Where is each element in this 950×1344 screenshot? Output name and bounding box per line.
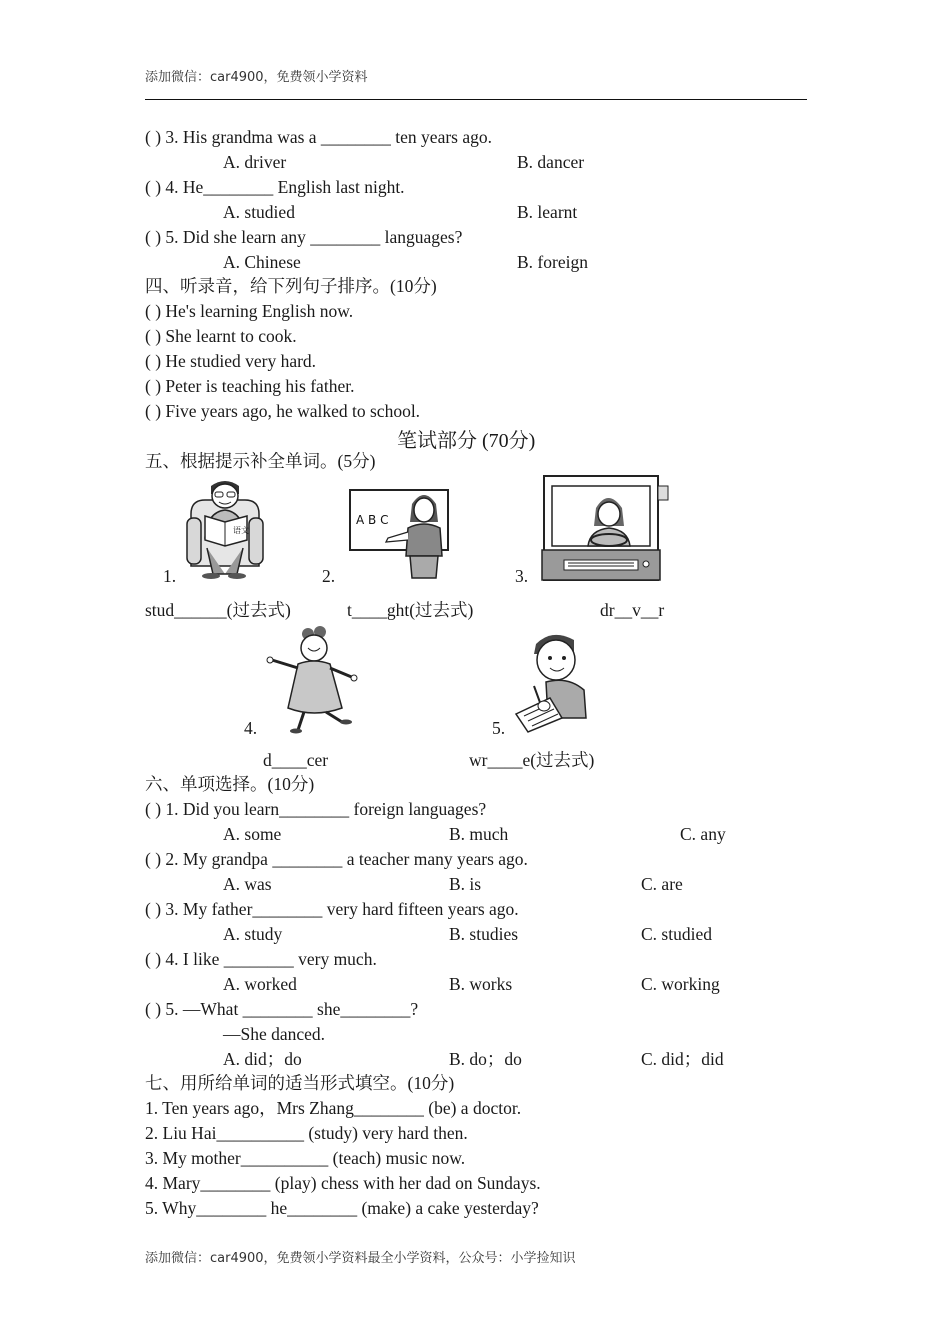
p4-item-1: ( ) He's learning English now.	[145, 301, 354, 321]
p7-item-1: 1. Ten years ago，Mrs Zhang________ (be) a doctor.	[145, 1098, 522, 1118]
p6-q4: ( ) 4. I like ________ very much.	[145, 949, 377, 969]
p6-q3-option-a: A. study	[223, 924, 283, 944]
p6-q4-option-c: C. working	[641, 974, 720, 994]
word-hint-1: stud______(过去式)	[145, 600, 291, 620]
p7-heading: 七、用所给单词的适当形式填空。(10分)	[145, 1073, 455, 1093]
p3-q4-option-b: B. learnt	[517, 202, 578, 222]
p6-q3: ( ) 3. My father________ very hard fifteen years ago.	[145, 899, 519, 919]
word-hint-3: dr__v__r	[600, 600, 665, 620]
p3-q4-option-a: A. studied	[223, 202, 295, 222]
p6-q5-option-b: B. do；do	[449, 1049, 522, 1069]
p6-q2: ( ) 2. My grandpa ________ a teacher many years ago.	[145, 849, 528, 869]
word-hint-2: t____ght(过去式)	[347, 600, 474, 620]
chinese-book-label: 语文	[233, 526, 249, 535]
p4-item-2: ( ) She learnt to cook.	[145, 326, 297, 346]
p7-item-2: 2. Liu Hai__________ (study) very hard then.	[145, 1123, 468, 1143]
p6-q3-option-c: C. studied	[641, 924, 712, 944]
p3-q5-option-a: A. Chinese	[223, 252, 301, 272]
studying-man-illustration	[185, 478, 265, 580]
p6-q5-option-c: C. did；did	[641, 1049, 724, 1069]
p5-heading: 五、根据提示补全单词。(5分)	[145, 451, 376, 471]
p6-q1-option-b: B. much	[449, 824, 509, 844]
p6-q1: ( ) 1. Did you learn________ foreign languages?	[145, 799, 487, 819]
p7-item-4: 4. Mary________ (play) chess with her dad on Sundays.	[145, 1173, 541, 1193]
p6-heading: 六、单项选择。(10分)	[145, 774, 315, 794]
p3-q4: ( ) 4. He________ English last night.	[145, 177, 405, 197]
picture-number-2: 2.	[322, 566, 336, 586]
picture-number-5: 5.	[492, 718, 506, 738]
p6-q1-option-a: A. some	[223, 824, 282, 844]
writing-boy-illustration	[512, 628, 592, 732]
p6-q5-reply: —She danced.	[223, 1024, 326, 1044]
p3-q3-option-b: B. dancer	[517, 152, 585, 172]
p3-q3-option-a: A. driver	[223, 152, 287, 172]
p7-item-3: 3. My mother__________ (teach) music now.	[145, 1148, 466, 1168]
header-rule	[145, 99, 807, 100]
p6-q3-option-b: B. studies	[449, 924, 519, 944]
blackboard-text: A B C	[356, 513, 389, 527]
word-hint-5: wr____e(过去式)	[469, 750, 595, 770]
p6-q5-option-a: A. did；do	[223, 1049, 302, 1069]
p3-q5: ( ) 5. Did she learn any ________ languages?	[145, 227, 463, 247]
p3-q5-option-b: B. foreign	[517, 252, 588, 272]
picture-number-1: 1.	[163, 566, 177, 586]
written-section-title: 笔试部分 (70分)	[397, 430, 536, 452]
p7-item-5: 5. Why________ he________ (make) a cake yesterday?	[145, 1198, 539, 1218]
p4-item-5: ( ) Five years ago, he walked to school.	[145, 401, 421, 421]
p6-q2-option-b: B. is	[449, 874, 482, 894]
p6-q4-option-b: B. works	[449, 974, 513, 994]
p4-heading: 四、听录音，给下列句子排序。(10分)	[145, 276, 437, 296]
p6-q2-option-c: C. are	[641, 874, 683, 894]
footer-note: 添加微信：car4900，免费领小学资料最全小学资料，公众号：小学捡知识	[145, 1251, 576, 1266]
teacher-blackboard-illustration	[350, 486, 450, 580]
p6-q4-option-a: A. worked	[223, 974, 297, 994]
header-note: 添加微信：car4900，免费领小学资料	[145, 70, 368, 85]
p4-item-3: ( ) He studied very hard.	[145, 351, 317, 371]
p6-q5: ( ) 5. —What ________ she________?	[145, 999, 419, 1019]
p3-q3: ( ) 3. His grandma was a ________ ten years ago.	[145, 127, 492, 147]
bus-driver-illustration	[542, 474, 672, 584]
picture-number-4: 4.	[244, 718, 258, 738]
p6-q1-option-c: C. any	[680, 824, 726, 844]
p6-q2-option-a: A. was	[223, 874, 272, 894]
word-hint-4: d____cer	[263, 750, 329, 770]
p4-item-4: ( ) Peter is teaching his father.	[145, 376, 355, 396]
picture-number-3: 3.	[515, 566, 529, 586]
dancing-girl-illustration	[268, 624, 358, 734]
